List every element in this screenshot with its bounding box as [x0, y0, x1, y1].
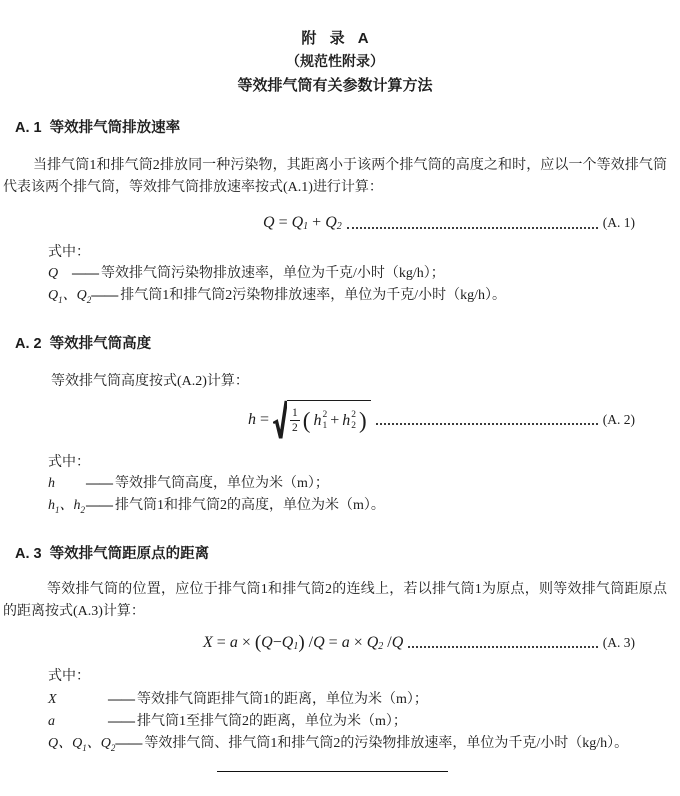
fraction-denominator: 2 [292, 422, 298, 435]
definition-list-a2 [48, 473, 667, 521]
equation-a2 [248, 400, 371, 440]
definition-term: $h_1$、$h_2$ [48, 497, 85, 515]
definition-term: Q [48, 266, 59, 281]
definition-row [48, 263, 667, 285]
formula-var: Q [261, 633, 273, 651]
section-number: A. 1 [15, 120, 42, 136]
definition-list-a3 [48, 689, 667, 759]
definition-row [48, 733, 667, 759]
footer-divider [217, 771, 448, 772]
formula-var: Q [281, 633, 294, 651]
definition-term: X [48, 691, 57, 707]
section-number: A. 2 [15, 335, 42, 352]
formula-operator: + [330, 411, 340, 429]
definition-term: $Q_1$、$Q_2$ [48, 288, 92, 305]
dotted-leader [376, 422, 598, 425]
section-heading-a2 [15, 335, 667, 353]
definition-desc: 等效排气筒距排气筒1的距离，单位为米（m）； [137, 691, 428, 707]
formula-operator: − [272, 633, 282, 651]
definition-row [48, 473, 667, 495]
formula-subscript: 2 [336, 221, 342, 232]
appendix-heading: 等效排气筒有关参数计算方法 [237, 77, 433, 94]
formula-operator: + [312, 214, 322, 231]
formula-var: a [229, 633, 238, 651]
definition-dash: —— [115, 735, 142, 751]
formula-var: Q [391, 633, 404, 651]
definition-desc: 排气筒1和排气筒2的高度，单位为米（m）。 [115, 497, 385, 513]
section-number: A. 3 [15, 545, 42, 562]
formula-var: h [248, 410, 256, 428]
appendix-subtitle: （规范性附录） [286, 53, 384, 69]
divide-slash: / [387, 633, 392, 651]
definition-dash: —— [108, 713, 134, 729]
fraction [290, 406, 300, 436]
definition-list-a1 [48, 263, 667, 311]
where-label: 式中： [48, 668, 90, 684]
formula-var: Q [366, 633, 379, 651]
definition-dash: —— [72, 266, 98, 281]
sup-sub-stack [322, 410, 327, 431]
section-a3-paragraph: 等效排气筒的位置，应位于排气筒1和排气筒2的连线上，若以排气筒1为原点，则等效排气筒距原点的距离按式(A.3)计算： [3, 581, 667, 619]
formula-var: a [341, 633, 350, 651]
formula-subscript: 2 [351, 420, 356, 431]
left-paren: ( [302, 408, 311, 434]
formula-number: (A. 3) [602, 634, 635, 650]
fraction-numerator: 1 [292, 406, 298, 419]
definition-dash: —— [86, 475, 112, 491]
formula-operator: = [260, 410, 270, 428]
formula-a2 [3, 399, 667, 441]
definition-desc: 等效排气筒、排气筒1和排气筒2的污染物排放速率，单位为千克/小时（kg/h）。 [144, 735, 629, 751]
definition-desc: 等效排气筒污染物排放速率，单位为千克/小时（kg/h）； [101, 266, 445, 281]
formula-operator: = [278, 214, 288, 231]
sup-sub-stack [351, 410, 356, 431]
formula-subscript: 2 [378, 640, 384, 652]
section-heading-a3 [15, 545, 667, 563]
formula-var: h [342, 411, 351, 429]
equation-a3 [203, 633, 403, 652]
definition-row [48, 285, 667, 311]
left-paren: ( [254, 631, 262, 654]
formula-number: (A. 2) [602, 411, 635, 427]
equation-a1 [263, 214, 342, 232]
section-a1-paragraph: 当排气筒1和排气筒2排放同一种污染物，其距离小于该两个排气筒的高度之和时，应以一个等效排气筒代表该两个排气筒，等效排气筒排放速率按式(A.1)进行计算： [3, 158, 667, 195]
definition-dash: —— [91, 288, 118, 303]
right-paren: ) [358, 408, 367, 434]
where-label: 式中： [48, 454, 90, 470]
radical-tick-icon [273, 400, 287, 440]
appendix-title: 附 录 A [301, 30, 369, 47]
section-a2-paragraph: 等效排气筒高度按式(A.2)计算： [51, 373, 249, 389]
formula-operator: × [353, 633, 363, 651]
formula-var: Q [291, 214, 304, 231]
formula-superscript: 2 [322, 410, 328, 421]
section-heading-a1 [15, 119, 667, 137]
definition-row [48, 711, 667, 733]
formula-subscript: 1 [303, 221, 309, 232]
definition-term: h [48, 475, 55, 491]
formula-var: Q [263, 214, 275, 231]
definition-desc: 排气筒1至排气筒2的距离，单位为米（m）； [137, 713, 407, 729]
radical-sign [273, 400, 371, 440]
dotted-leader [408, 645, 597, 648]
formula-var: X [203, 633, 213, 651]
formula-operator: × [241, 633, 251, 651]
section-title: 等效排气筒排放速率 [49, 120, 181, 136]
definition-dash: —— [86, 497, 112, 513]
definition-dash: —— [108, 691, 134, 707]
formula-subscript: 1 [293, 640, 299, 652]
definition-desc: 等效排气筒高度，单位为米（m）； [115, 475, 329, 491]
dotted-leader [347, 226, 598, 229]
where-label: 式中： [48, 245, 90, 260]
definition-row [48, 495, 667, 521]
section-title: 等效排气筒距原点的距离 [49, 545, 210, 562]
formula-var: Q [325, 214, 337, 231]
right-paren: ) [298, 631, 305, 654]
definition-desc: 排气筒1和排气筒2污染物排放速率，单位为千克/小时（kg/h）。 [120, 288, 507, 303]
formula-a3 [3, 631, 667, 655]
formula-a1 [3, 211, 667, 235]
divide-slash: / [308, 633, 314, 651]
section-title: 等效排气筒高度 [49, 335, 152, 352]
formula-operator: = [216, 633, 226, 651]
formula-subscript: 1 [322, 420, 328, 431]
definition-term: a [48, 713, 55, 729]
formula-operator: = [328, 633, 338, 651]
formula-var: h [313, 411, 322, 429]
definition-term: Q、$Q_1$、$Q_2$ [48, 735, 116, 753]
definition-row [48, 689, 667, 711]
formula-superscript: 2 [351, 410, 356, 421]
formula-var: Q [313, 633, 325, 651]
formula-number: (A. 1) [602, 215, 635, 230]
